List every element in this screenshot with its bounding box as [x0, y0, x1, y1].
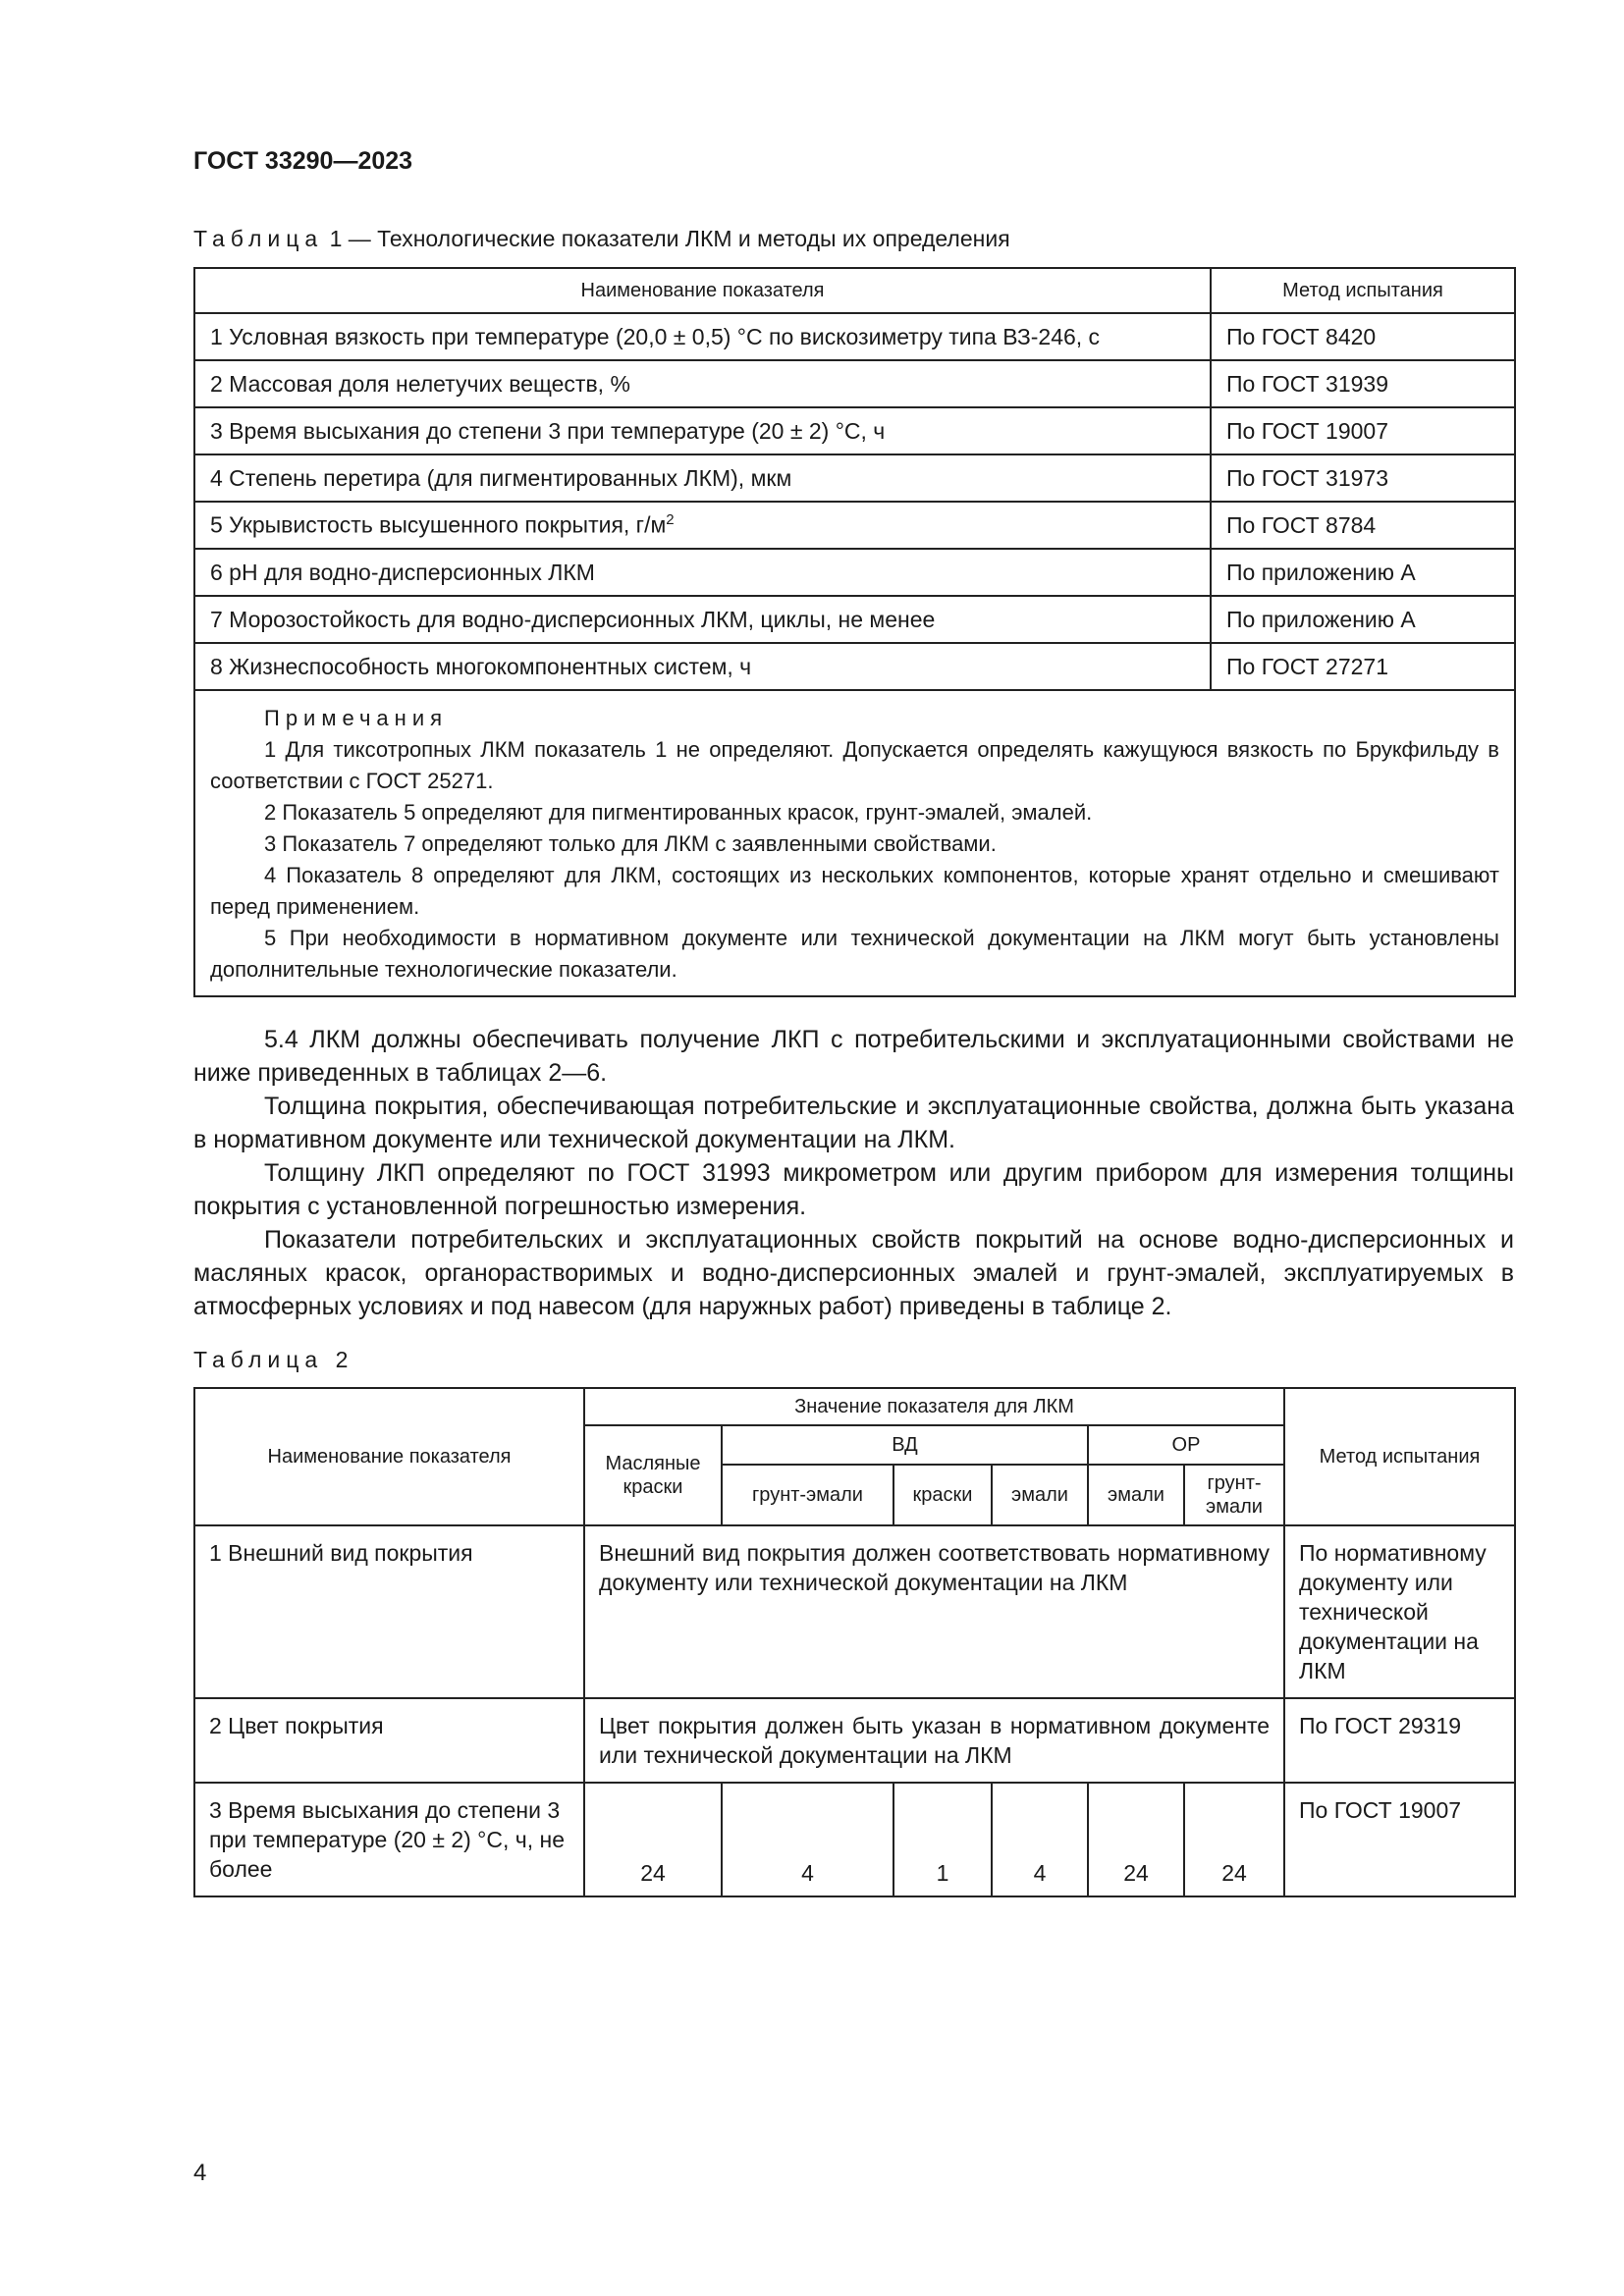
- table1-row-method: По ГОСТ 8420: [1211, 313, 1515, 360]
- table2-header-vd-paints: краски: [893, 1465, 992, 1525]
- note: 4 Показатель 8 определяют для ЛКМ, состоящих из нескольких компонентов, которые хранят отдельно и смешивают перед применением.: [210, 863, 1499, 919]
- superscript: 2: [666, 511, 675, 529]
- table2-row-method: По ГОСТ 29319: [1284, 1698, 1515, 1783]
- table1-row-name: 5 Укрывистость высушенного покрытия, г/м: [210, 511, 667, 538]
- table2-header-name: Наименование показателя: [194, 1388, 584, 1525]
- table-row: [194, 596, 1515, 643]
- table-row: [194, 313, 1515, 360]
- table-row: [194, 549, 1515, 596]
- table1-row-name: 6 рН для водно-дисперсионных ЛКМ: [194, 549, 1211, 596]
- table2-header-vd-enamels: эмали: [992, 1465, 1088, 1525]
- table2-cell-value: 1: [893, 1783, 992, 1896]
- table2-row-name: 1 Внешний вид покрытия: [194, 1525, 584, 1698]
- table-row: [194, 360, 1515, 407]
- paragraph: Показатели потребительских и эксплуатационных свойств покрытий на основе водно-дисперсионных и масляных красок, органорастворимых и водно-дисперсионных эмалей и грунт-эмалей, эксплуатируемых в атмосферных условиях и под навесом (для наружных работ) приведены в таблице 2.: [193, 1226, 1514, 1320]
- table2-header-or-enamels: эмали: [1088, 1465, 1184, 1525]
- table1-caption: [193, 226, 1010, 252]
- table-row: [194, 643, 1515, 690]
- note: 5 При необходимости в нормативном документе или технической документации на ЛКМ могут быть установлены дополнительные технологические показатели.: [210, 926, 1499, 982]
- table1-row-name: 2 Массовая доля нелетучих веществ, %: [194, 360, 1211, 407]
- table2-header-oil: Масляные краски: [584, 1425, 722, 1525]
- table1-row-name: 3 Время высыхания до степени 3 при температуре (20 ± 2) °С, ч: [194, 407, 1211, 454]
- table-row: [194, 454, 1515, 502]
- table1-row-name: 4 Степень перетира (для пигментированных ЛКМ), мкм: [194, 454, 1211, 502]
- page-number: 4: [193, 2160, 207, 2186]
- document-code: ГОСТ 33290—2023: [193, 147, 413, 175]
- table2-header-method: Метод испытания: [1284, 1388, 1515, 1525]
- note: 1 Для тиксотропных ЛКМ показатель 1 не определяют. Допускается определять кажущуюся вязкость по Брукфильду в соответствии с ГОСТ 25271.: [210, 737, 1499, 793]
- table2-row-name: 3 Время высыхания до степени 3 при температуре (20 ± 2) °С, ч, не более: [194, 1783, 584, 1896]
- body-text: [193, 1023, 1514, 1323]
- table-row: [194, 1525, 1515, 1698]
- table1: [193, 267, 1516, 997]
- table-row: [194, 1783, 1515, 1896]
- table-row: [194, 502, 1515, 549]
- table1-header-name: Наименование показателя: [194, 268, 1211, 313]
- table1-caption-prefix: Таблица: [193, 226, 324, 251]
- table2-cell-value: 4: [722, 1783, 893, 1896]
- table2-row-value: Внешний вид покрытия должен соответствовать нормативному документу или технической документации на ЛКМ: [584, 1525, 1284, 1698]
- table-row: [194, 1698, 1515, 1783]
- table2-row-method: По нормативному документу или технической документации на ЛКМ: [1284, 1525, 1515, 1698]
- table1-row-method: По ГОСТ 27271: [1211, 643, 1515, 690]
- table1-header-row: [194, 268, 1515, 313]
- table1-row-method: По ГОСТ 31973: [1211, 454, 1515, 502]
- table1-row-name: 1 Условная вязкость при температуре (20,0 ± 0,5) °С по вискозиметру типа ВЗ-246, с: [194, 313, 1211, 360]
- note: 2 Показатель 5 определяют для пигментированных красок, грунт-эмалей, эмалей.: [264, 800, 1093, 825]
- table1-row-name-cell: [194, 502, 1211, 549]
- table2-header-vd-primer-enamel: грунт-эмали: [722, 1465, 893, 1525]
- table2-cell-value: 24: [1184, 1783, 1284, 1896]
- table2-row-method: По ГОСТ 19007: [1284, 1783, 1515, 1896]
- table2-header-values: Значение показателя для ЛКМ: [584, 1388, 1284, 1425]
- paragraph: Толщина покрытия, обеспечивающая потребительские и эксплуатационные свойства, должна быть указана в нормативном документе или технической документации на ЛКМ.: [193, 1093, 1514, 1153]
- table-row: [194, 407, 1515, 454]
- note: 3 Показатель 7 определяют только для ЛКМ с заявленными свойствами.: [264, 831, 997, 856]
- paragraph: 5.4 ЛКМ должны обеспечивать получение ЛКП с потребительскими и эксплуатационными свойствами не ниже приведенных в таблицах 2—6.: [193, 1026, 1514, 1087]
- table1-row-method: По ГОСТ 19007: [1211, 407, 1515, 454]
- table2-cell-value: 24: [1088, 1783, 1184, 1896]
- table2-header-vd: ВД: [722, 1425, 1088, 1465]
- table1-row-method: По приложению А: [1211, 549, 1515, 596]
- table1-row-method: По ГОСТ 31939: [1211, 360, 1515, 407]
- table2-caption: Таблица 2: [193, 1347, 354, 1372]
- table2: [193, 1387, 1516, 1897]
- table1-row-method: По приложению А: [1211, 596, 1515, 643]
- table1-row-name: 7 Морозостойкость для водно-дисперсионных ЛКМ, циклы, не менее: [194, 596, 1211, 643]
- table2-cell-value: 4: [992, 1783, 1088, 1896]
- table1-notes-row: [194, 690, 1515, 996]
- table2-header-or: ОР: [1088, 1425, 1284, 1465]
- table2-row-name: 2 Цвет покрытия: [194, 1698, 584, 1783]
- table1-header-method: Метод испытания: [1211, 268, 1515, 313]
- paragraph: Толщину ЛКП определяют по ГОСТ 31993 микрометром или другим прибором для измерения толщины покрытия с установленной погрешностью измерения.: [193, 1159, 1514, 1220]
- table1-notes: [194, 690, 1515, 996]
- table1-row-name: 8 Жизнеспособность многокомпонентных систем, ч: [194, 643, 1211, 690]
- table2-header-or-primer-enamel: грунт-эмали: [1184, 1465, 1284, 1525]
- table2-row-value: Цвет покрытия должен быть указан в нормативном документе или технической документации на ЛКМ: [584, 1698, 1284, 1783]
- notes-title: Примечания: [264, 706, 449, 730]
- table2-cell-value: 24: [584, 1783, 722, 1896]
- table1-caption-title: 1 — Технологические показатели ЛКМ и методы их определения: [323, 226, 1010, 251]
- table1-row-method: По ГОСТ 8784: [1211, 502, 1515, 549]
- table2-header-row-1: [194, 1388, 1515, 1425]
